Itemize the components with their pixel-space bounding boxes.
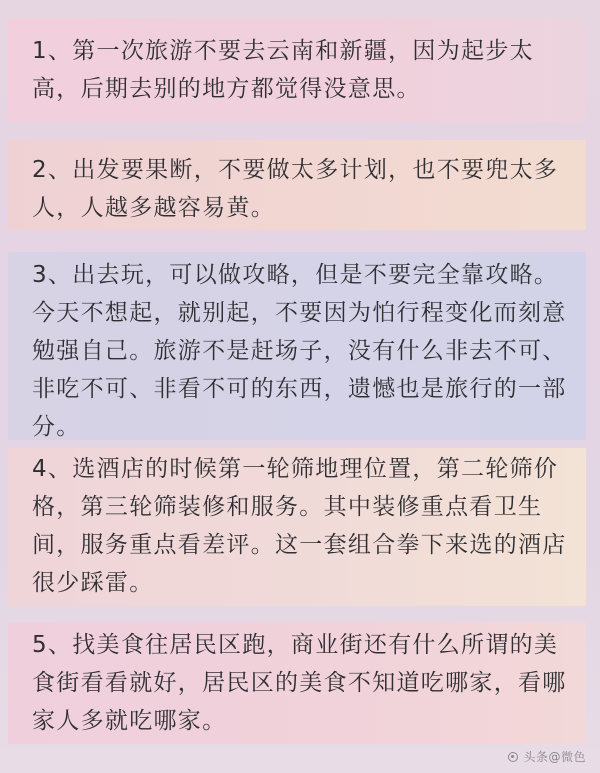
- watermark-text: 头条@微色: [523, 750, 586, 764]
- tip-card-3: [8, 252, 586, 440]
- watermark: [508, 748, 586, 765]
- tip-card-1: [8, 18, 586, 122]
- toutiao-logo-icon: [508, 752, 518, 762]
- tip-card-4: [8, 448, 586, 606]
- tip-text-2: 2、出发要果断，不要做太多计划，也不要兜太多人，人越多越容易黄。: [32, 157, 559, 221]
- tip-text-5: 5、找美食往居民区跑，商业街还有什么所谓的美食街看看就好，居民区的美食不知道吃哪家，看哪家人多就吃哪家。: [32, 632, 567, 734]
- tip-text-3: 3、出去玩，可以做攻略，但是不要完全靠攻略。今天不想起，就别起，不要因为怕行程变化而刻意勉强自己。旅游不是赶场子，没有什么非去不可、非吃不可、非看不可的东西，遗憾也是旅行的一部分。: [32, 262, 567, 440]
- tip-card-5: [8, 622, 586, 744]
- tip-card-2: [8, 140, 586, 230]
- tip-text-1: 1、第一次旅游不要去云南和新疆，因为起步太高，后期去别的地方都觉得没意思。: [32, 38, 534, 102]
- tip-text-4: 4、选酒店的时候第一轮筛地理位置，第二轮筛价格，第三轮筛装修和服务。其中装修重点看卫生间，服务重点看差评。这一套组合拳下来选的酒店很少踩雷。: [32, 456, 567, 596]
